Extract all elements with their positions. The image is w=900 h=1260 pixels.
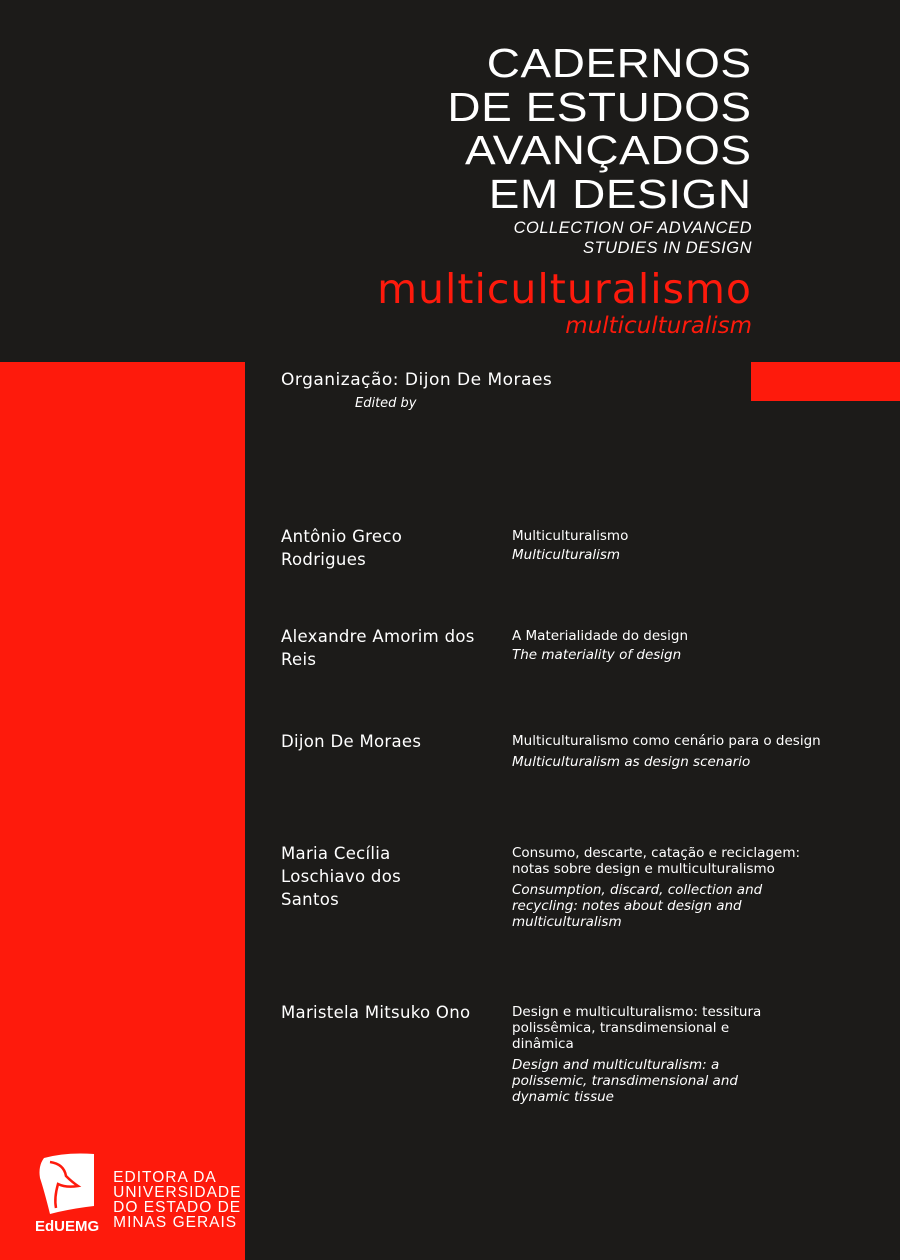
publisher-name	[113, 1170, 241, 1230]
chapter-title-en: Multiculturalism	[512, 547, 621, 563]
series-title	[447, 40, 752, 258]
theme-en: multiculturalism	[565, 313, 752, 339]
publisher-line: EDITORA DA	[113, 1169, 217, 1186]
red-side-panel	[0, 362, 245, 1260]
author-name: Maristela Mitsuko Ono	[281, 1003, 471, 1022]
chapter-title-pt: Consumo, descarte, catação e reciclagem: notas sobre design e multiculturalismo	[512, 845, 801, 877]
publisher-brand: EdUEMG	[35, 1218, 100, 1235]
publisher-line: UNIVERSIDADE	[113, 1184, 242, 1201]
chapter-title-en: The materiality of design	[512, 647, 682, 663]
author-name: Maria Cecília Loschiavo dos Santos	[281, 844, 401, 909]
author-name: Dijon De Moraes	[281, 732, 422, 751]
edited-by: Edited by	[355, 396, 417, 411]
publisher-logo	[35, 1150, 241, 1235]
chapter-title-en: Design and multiculturalism: a polissemic, transdimensional and dynamic tissue	[512, 1057, 738, 1105]
chapter-title-pt: Multiculturalismo	[512, 528, 629, 544]
title-line: AVANÇADOS	[465, 127, 752, 173]
book-icon	[36, 1150, 98, 1216]
chapter-title-pt: A Materialidade do design	[512, 628, 689, 644]
chapter-title-en: Consumption, discard, collection and recycling: notes about design and multiculturalism	[512, 882, 763, 930]
publisher-line: MINAS GERAIS	[113, 1214, 238, 1231]
subtitle-line: COLLECTION OF ADVANCED	[513, 219, 752, 237]
organizer: Organização: Dijon De Moraes	[281, 370, 553, 390]
red-accent-bar	[751, 362, 900, 401]
chapter-title-pt: Design e multiculturalismo: tessitura polissêmica, transdimensional e dinâmica	[512, 1004, 762, 1052]
title-line: EM DESIGN	[489, 170, 752, 217]
chapter-title-pt: Multiculturalismo como cenário para o design	[512, 733, 821, 749]
author-name: Antônio Greco Rodrigues	[281, 527, 403, 569]
chapter-title-en: Multiculturalism as design scenario	[512, 754, 751, 770]
title-line: DE ESTUDOS	[447, 83, 752, 130]
publisher-line: DO ESTADO DE	[113, 1199, 242, 1216]
volume-theme	[377, 265, 752, 339]
title-line: CADERNOS	[487, 40, 752, 86]
subtitle-line: STUDIES IN DESIGN	[583, 239, 752, 257]
theme-pt: multiculturalismo	[377, 265, 752, 313]
author-name: Alexandre Amorim dos Reis	[281, 627, 475, 669]
